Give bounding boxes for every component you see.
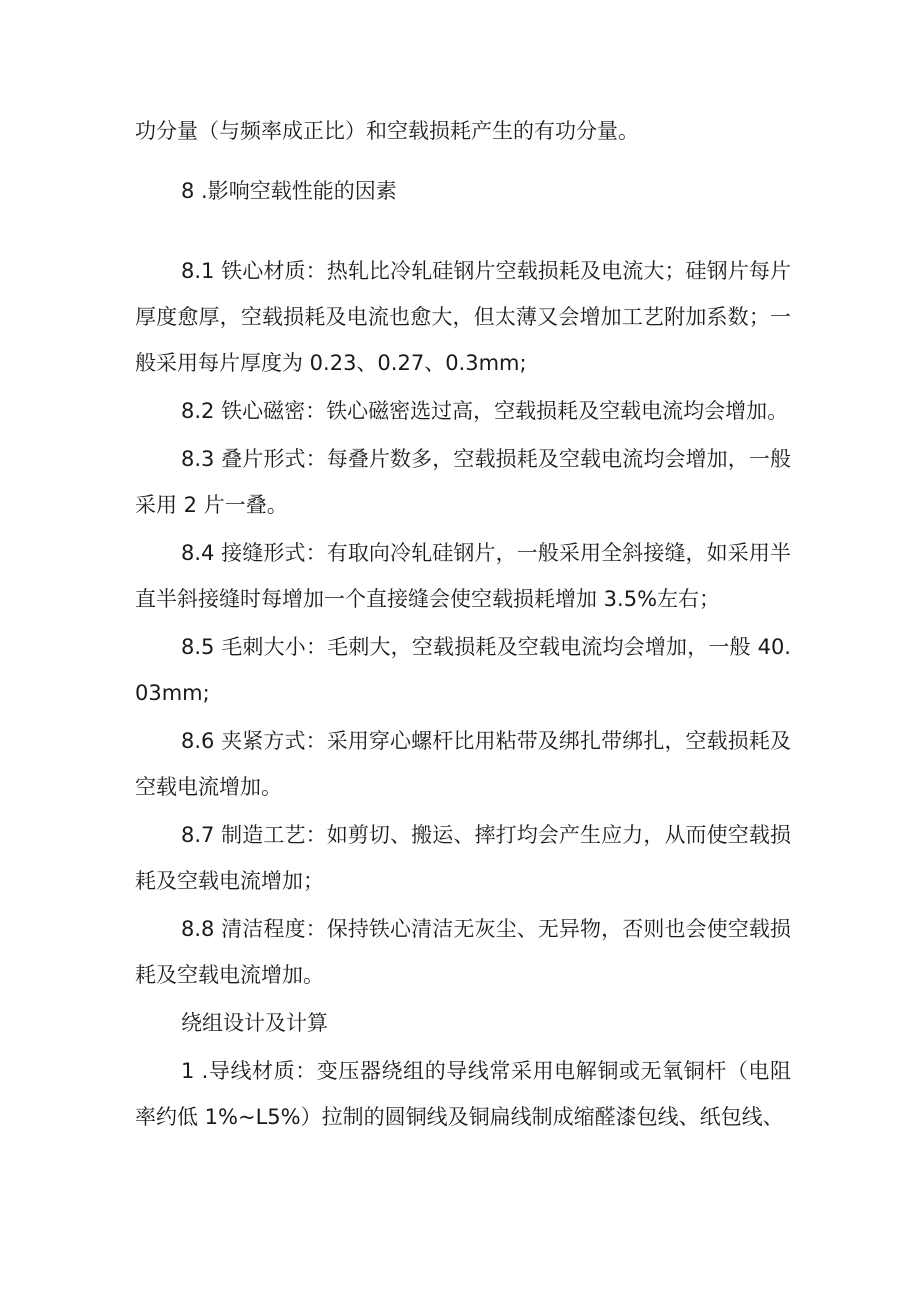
paragraph-continuation: 功分量（与频率成正比）和空载损耗产生的有功分量。 (135, 119, 639, 143)
section-heading-winding: 绕组设计及计算 (181, 1011, 328, 1035)
paragraph-8-3: 8.3 叠片形式：每叠片数多，空载损耗及空载电流均会增加，一般采用 2 片一叠。 (135, 447, 791, 517)
paragraph-8-8: 8.8 清洁程度：保持铁心清洁无灰尘、无异物，否则也会使空载损耗及空载电流增加。 (135, 917, 791, 987)
paragraph-8-7: 8.7 制造工艺：如剪切、搬运、摔打均会产生应力，从而使空载损耗及空载电流增加； (135, 823, 791, 893)
paragraph-8-6: 8.6 夹紧方式：采用穿心螺杆比用粘带及绑扎带绑扎，空载损耗及空载电流增加。 (135, 729, 791, 799)
paragraph-1-conductor: 1 .导线材质：变压器绕组的导线常采用电解铜或无氧铜杆（电阻率约低 1%~L5%）拉制的圆铜线及铜扁线制成缩醛漆包线、纸包线、 (135, 1059, 791, 1129)
document-body (135, 108, 791, 1140)
paragraph-8-5: 8.5 毛刺大小：毛刺大，空载损耗及空载电流均会增加，一般 40.03mm; (135, 635, 791, 705)
section-heading-8: 8 .影响空载性能的因素 (181, 179, 397, 203)
paragraph-8-2: 8.2 铁心磁密：铁心磁密选过高，空载损耗及空载电流均会增加。 (181, 399, 789, 423)
paragraph-8-1: 8.1 铁心材质：热轧比冷轧硅钢片空载损耗及电流大；硅钢片每片厚度愈厚，空载损耗及电流也愈大，但太薄又会增加工艺附加系数；一般采用每片厚度为 0.23、0.27、0.3mm; (135, 259, 791, 375)
paragraph-8-4: 8.4 接缝形式：有取向冷轧硅钢片，一般采用全斜接缝，如采用半直半斜接缝时每增加一个直接缝会使空载损耗增加 3.5%左右； (135, 541, 791, 611)
